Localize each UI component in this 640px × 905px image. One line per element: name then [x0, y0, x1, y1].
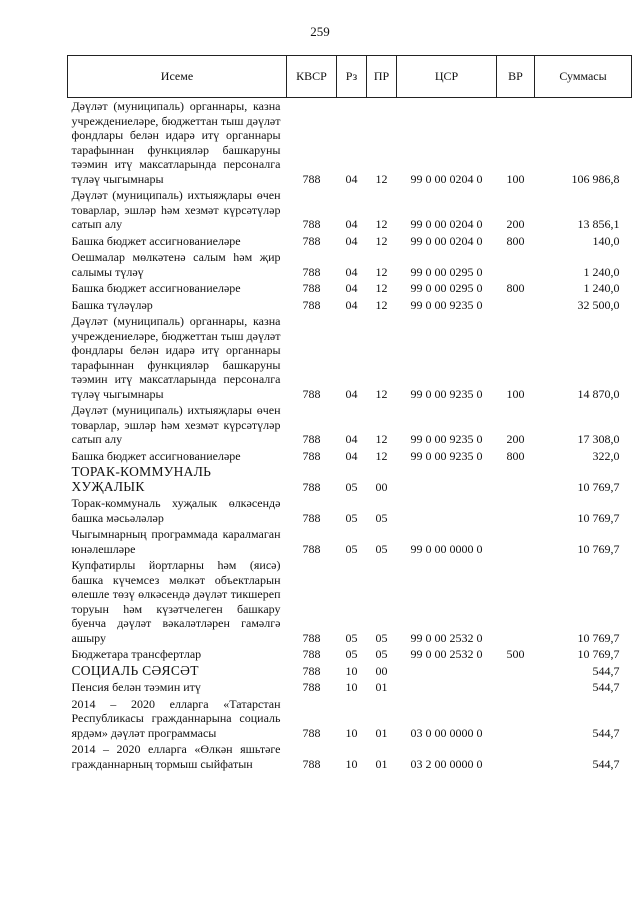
row-name-cell: Башка бюджет ассигнованиеләре — [71, 233, 241, 248]
row-pr-cell: 12 — [375, 386, 388, 401]
row-name-cell: Торак-коммуналь хуҗалык өлкәсендә башка мәсьәләләр — [71, 496, 281, 525]
row-kvsr-cell: 788 — [302, 432, 321, 446]
row-csr-cell: 03 0 00 0000 0 — [410, 725, 483, 740]
row-kvsr-cell: 788 — [302, 171, 321, 186]
table-header-row — [68, 56, 632, 98]
row-rz-cell: 04 — [345, 386, 358, 401]
row-rz-cell: 04 — [345, 281, 358, 295]
table-row — [68, 495, 632, 526]
row-pr-cell: 05 — [375, 647, 388, 661]
row-vr-cell — [497, 663, 535, 680]
row-kvsr-cell: 788 — [302, 725, 321, 740]
row-kvsr-cell: 788 — [302, 647, 321, 661]
row-sum-cell: 10 769,7 — [577, 541, 620, 556]
table-row — [68, 448, 632, 465]
table-row — [68, 313, 632, 402]
row-name-cell: СОЦИАЛЬ СӘЯСӘТ — [71, 662, 199, 678]
row-name-cell: 2014 – 2020 елларга «Татарстан Республикасы гражданнарына социаль ярдәм» дәүләт программасы — [71, 696, 281, 740]
row-sum-cell: 10 769,7 — [577, 510, 620, 525]
page-number: 259 — [310, 24, 330, 39]
column-header-sum: Суммасы — [535, 56, 632, 98]
row-name-cell: ТОРАК-КОММУНАЛЬ ХУҖАЛЫК — [71, 464, 212, 494]
row-vr-cell — [497, 249, 535, 280]
row-sum-cell: 544,7 — [592, 663, 620, 678]
row-rz-cell: 04 — [345, 297, 358, 312]
row-pr-cell: 05 — [375, 510, 388, 525]
row-name-cell: Дәүләт (муниципаль) ихтыяҗлары өчен товарлар, эшләр һәм хезмәт күрсәтүләр сатып алу — [71, 403, 281, 446]
row-sum-cell: 32 500,0 — [577, 297, 620, 312]
row-sum-cell: 544,7 — [592, 725, 620, 740]
row-kvsr-cell: 788 — [302, 663, 321, 678]
row-sum-cell: 140,0 — [592, 233, 620, 248]
row-kvsr-cell: 788 — [302, 217, 321, 231]
row-name-cell: Пенсия белән тәэмин итү — [71, 680, 201, 694]
table-row — [68, 679, 632, 696]
row-pr-cell: 01 — [375, 725, 388, 740]
row-csr-cell — [397, 679, 497, 696]
row-name-cell: Башка түләүләр — [71, 297, 153, 312]
row-sum-cell: 17 308,0 — [577, 432, 620, 446]
row-csr-cell — [397, 495, 497, 526]
row-pr-cell: 12 — [375, 171, 388, 186]
row-pr-cell: 12 — [375, 297, 388, 312]
row-kvsr-cell: 788 — [302, 233, 321, 248]
row-kvsr-cell: 788 — [302, 281, 321, 295]
row-pr-cell: 12 — [375, 432, 388, 446]
row-vr-cell: 500 — [506, 647, 525, 661]
row-sum-cell: 322,0 — [592, 448, 620, 463]
row-vr-cell — [497, 679, 535, 696]
row-csr-cell: 99 0 00 0295 0 — [410, 264, 483, 279]
row-sum-cell: 10 769,7 — [577, 479, 620, 494]
row-csr-cell: 99 0 00 9235 0 — [410, 432, 483, 446]
row-vr-cell: 200 — [506, 432, 525, 446]
table-row — [68, 526, 632, 557]
row-kvsr-cell: 788 — [302, 264, 321, 279]
row-name-cell: Дәүләт (муниципаль) органнары, казна учреждениеләре, бюджеттан тыш дәүләт фондлары белән идарә итү органнары тарафыннан функцияләр башкаруны тәэмин итү максатларында персоналга түләү чыгымнары — [71, 99, 281, 186]
row-kvsr-cell: 788 — [302, 479, 321, 494]
row-name-cell: Оешмалар мөлкәтенә салым һәм җир салымы түләү — [71, 250, 281, 279]
row-pr-cell: 00 — [375, 479, 388, 494]
table-body — [68, 98, 632, 773]
row-vr-cell — [497, 526, 535, 557]
row-vr-cell — [497, 741, 535, 772]
row-name-cell: Дәүләт (муниципаль) органнары, казна учреждениеләре, бюджеттан тыш дәүләт фондлары белән идарә итү органнары тарафыннан функцияләр башкаруны тәэмин итү максатларында персоналга түләү чыгымнары — [71, 314, 281, 401]
row-vr-cell: 200 — [506, 217, 525, 231]
table-row — [68, 696, 632, 742]
row-csr-cell: 03 2 00 0000 0 — [410, 756, 483, 771]
row-pr-cell: 12 — [375, 233, 388, 248]
row-rz-cell: 05 — [345, 630, 358, 645]
row-rz-cell: 04 — [345, 233, 358, 248]
row-rz-cell: 04 — [345, 171, 358, 186]
row-sum-cell: 1 240,0 — [583, 281, 620, 295]
row-rz-cell: 05 — [345, 541, 358, 556]
row-vr-cell: 800 — [506, 281, 525, 295]
row-rz-cell: 10 — [345, 756, 358, 771]
row-rz-cell: 10 — [345, 725, 358, 740]
row-pr-cell: 05 — [375, 541, 388, 556]
row-pr-cell: 01 — [375, 680, 388, 694]
row-csr-cell: 99 0 00 2532 0 — [410, 630, 483, 645]
row-kvsr-cell: 788 — [302, 386, 321, 401]
row-sum-cell: 544,7 — [592, 680, 620, 694]
row-rz-cell: 04 — [345, 217, 358, 231]
row-sum-cell: 14 870,0 — [577, 386, 620, 401]
row-sum-cell: 10 769,7 — [577, 647, 620, 661]
row-csr-cell: 99 0 00 9235 0 — [410, 386, 483, 401]
row-vr-cell — [497, 495, 535, 526]
table-row — [68, 741, 632, 772]
table-row — [68, 557, 632, 646]
row-kvsr-cell: 788 — [302, 680, 321, 694]
table-row — [68, 646, 632, 663]
column-header-name: Исеме — [68, 56, 287, 98]
row-kvsr-cell: 788 — [302, 510, 321, 525]
table-row — [68, 402, 632, 448]
row-kvsr-cell: 788 — [302, 630, 321, 645]
row-sum-cell: 10 769,7 — [577, 630, 620, 645]
row-rz-cell: 05 — [345, 647, 358, 661]
row-rz-cell: 04 — [345, 264, 358, 279]
row-name-cell: 2014 – 2020 елларга «Өлкән яшьтәге гражданнарның тормыш сыйфатын — [71, 742, 281, 771]
table-row — [68, 98, 632, 188]
table-row — [68, 280, 632, 297]
row-kvsr-cell: 788 — [302, 448, 321, 463]
budget-table — [67, 55, 632, 772]
row-csr-cell — [397, 663, 497, 680]
row-rz-cell: 04 — [345, 432, 358, 446]
row-pr-cell: 12 — [375, 281, 388, 295]
row-csr-cell: 99 0 00 0000 0 — [410, 541, 483, 556]
column-header-pr: ПР — [367, 56, 397, 98]
section-row — [68, 464, 632, 495]
row-vr-cell: 100 — [506, 171, 525, 186]
row-vr-cell — [497, 557, 535, 646]
row-sum-cell: 1 240,0 — [583, 264, 620, 279]
row-sum-cell: 106 986,8 — [571, 171, 620, 186]
row-csr-cell: 99 0 00 9235 0 — [410, 297, 483, 312]
row-kvsr-cell: 788 — [302, 756, 321, 771]
row-pr-cell: 12 — [375, 217, 388, 231]
row-pr-cell: 12 — [375, 264, 388, 279]
row-vr-cell: 800 — [506, 233, 525, 248]
row-csr-cell: 99 0 00 9235 0 — [410, 448, 483, 463]
row-rz-cell: 10 — [345, 680, 358, 694]
row-pr-cell: 12 — [375, 448, 388, 463]
row-vr-cell: 800 — [506, 448, 525, 463]
row-kvsr-cell: 788 — [302, 297, 321, 312]
row-vr-cell — [497, 464, 535, 495]
row-kvsr-cell: 788 — [302, 541, 321, 556]
row-pr-cell: 01 — [375, 756, 388, 771]
column-header-csr: ЦСР — [397, 56, 497, 98]
column-header-vr: ВР — [497, 56, 535, 98]
row-rz-cell: 10 — [345, 663, 358, 678]
column-header-rz: Рз — [337, 56, 367, 98]
row-rz-cell: 05 — [345, 479, 358, 494]
row-name-cell: Башка бюджет ассигнованиеләре — [71, 448, 241, 463]
row-csr-cell: 99 0 00 0204 0 — [410, 217, 483, 231]
row-vr-cell: 100 — [506, 386, 525, 401]
row-sum-cell: 544,7 — [592, 756, 620, 771]
row-name-cell: Башка бюджет ассигнованиеләре — [71, 281, 241, 295]
column-header-kvsr: КВСР — [287, 56, 337, 98]
row-rz-cell: 04 — [345, 448, 358, 463]
table-row — [68, 187, 632, 233]
row-csr-cell — [397, 464, 497, 495]
row-pr-cell: 00 — [375, 663, 388, 678]
table-row — [68, 249, 632, 280]
row-vr-cell — [497, 297, 535, 314]
table-row — [68, 233, 632, 250]
row-sum-cell: 13 856,1 — [577, 217, 620, 231]
row-csr-cell: 99 0 00 0295 0 — [410, 281, 483, 295]
row-name-cell: Бюджетара трансфертлар — [71, 647, 202, 661]
row-vr-cell — [497, 696, 535, 742]
table-row — [68, 297, 632, 314]
row-csr-cell: 99 0 00 2532 0 — [410, 647, 483, 661]
row-csr-cell: 99 0 00 0204 0 — [410, 171, 483, 186]
section-row — [68, 663, 632, 680]
row-name-cell: Дәүләт (муниципаль) ихтыяҗлары өчен товарлар, эшләр һәм хезмәт күрсәтүләр сатып алу — [71, 188, 281, 231]
row-csr-cell: 99 0 00 0204 0 — [410, 233, 483, 248]
row-name-cell: Купфатирлы йортларны һәм (яисә) башка күчемсез мөлкәт объектларын өлешле төзү өлкәсендә дәүләт тикшереп торуын һәм күзәтчелеген башкару буенча дәүләт вәкаләтләрен гамәлгә ашыру — [71, 558, 281, 645]
row-rz-cell: 05 — [345, 510, 358, 525]
row-name-cell: Чыгымнарның программада каралмаган юнәлешләре — [71, 527, 281, 556]
row-pr-cell: 05 — [375, 630, 388, 645]
